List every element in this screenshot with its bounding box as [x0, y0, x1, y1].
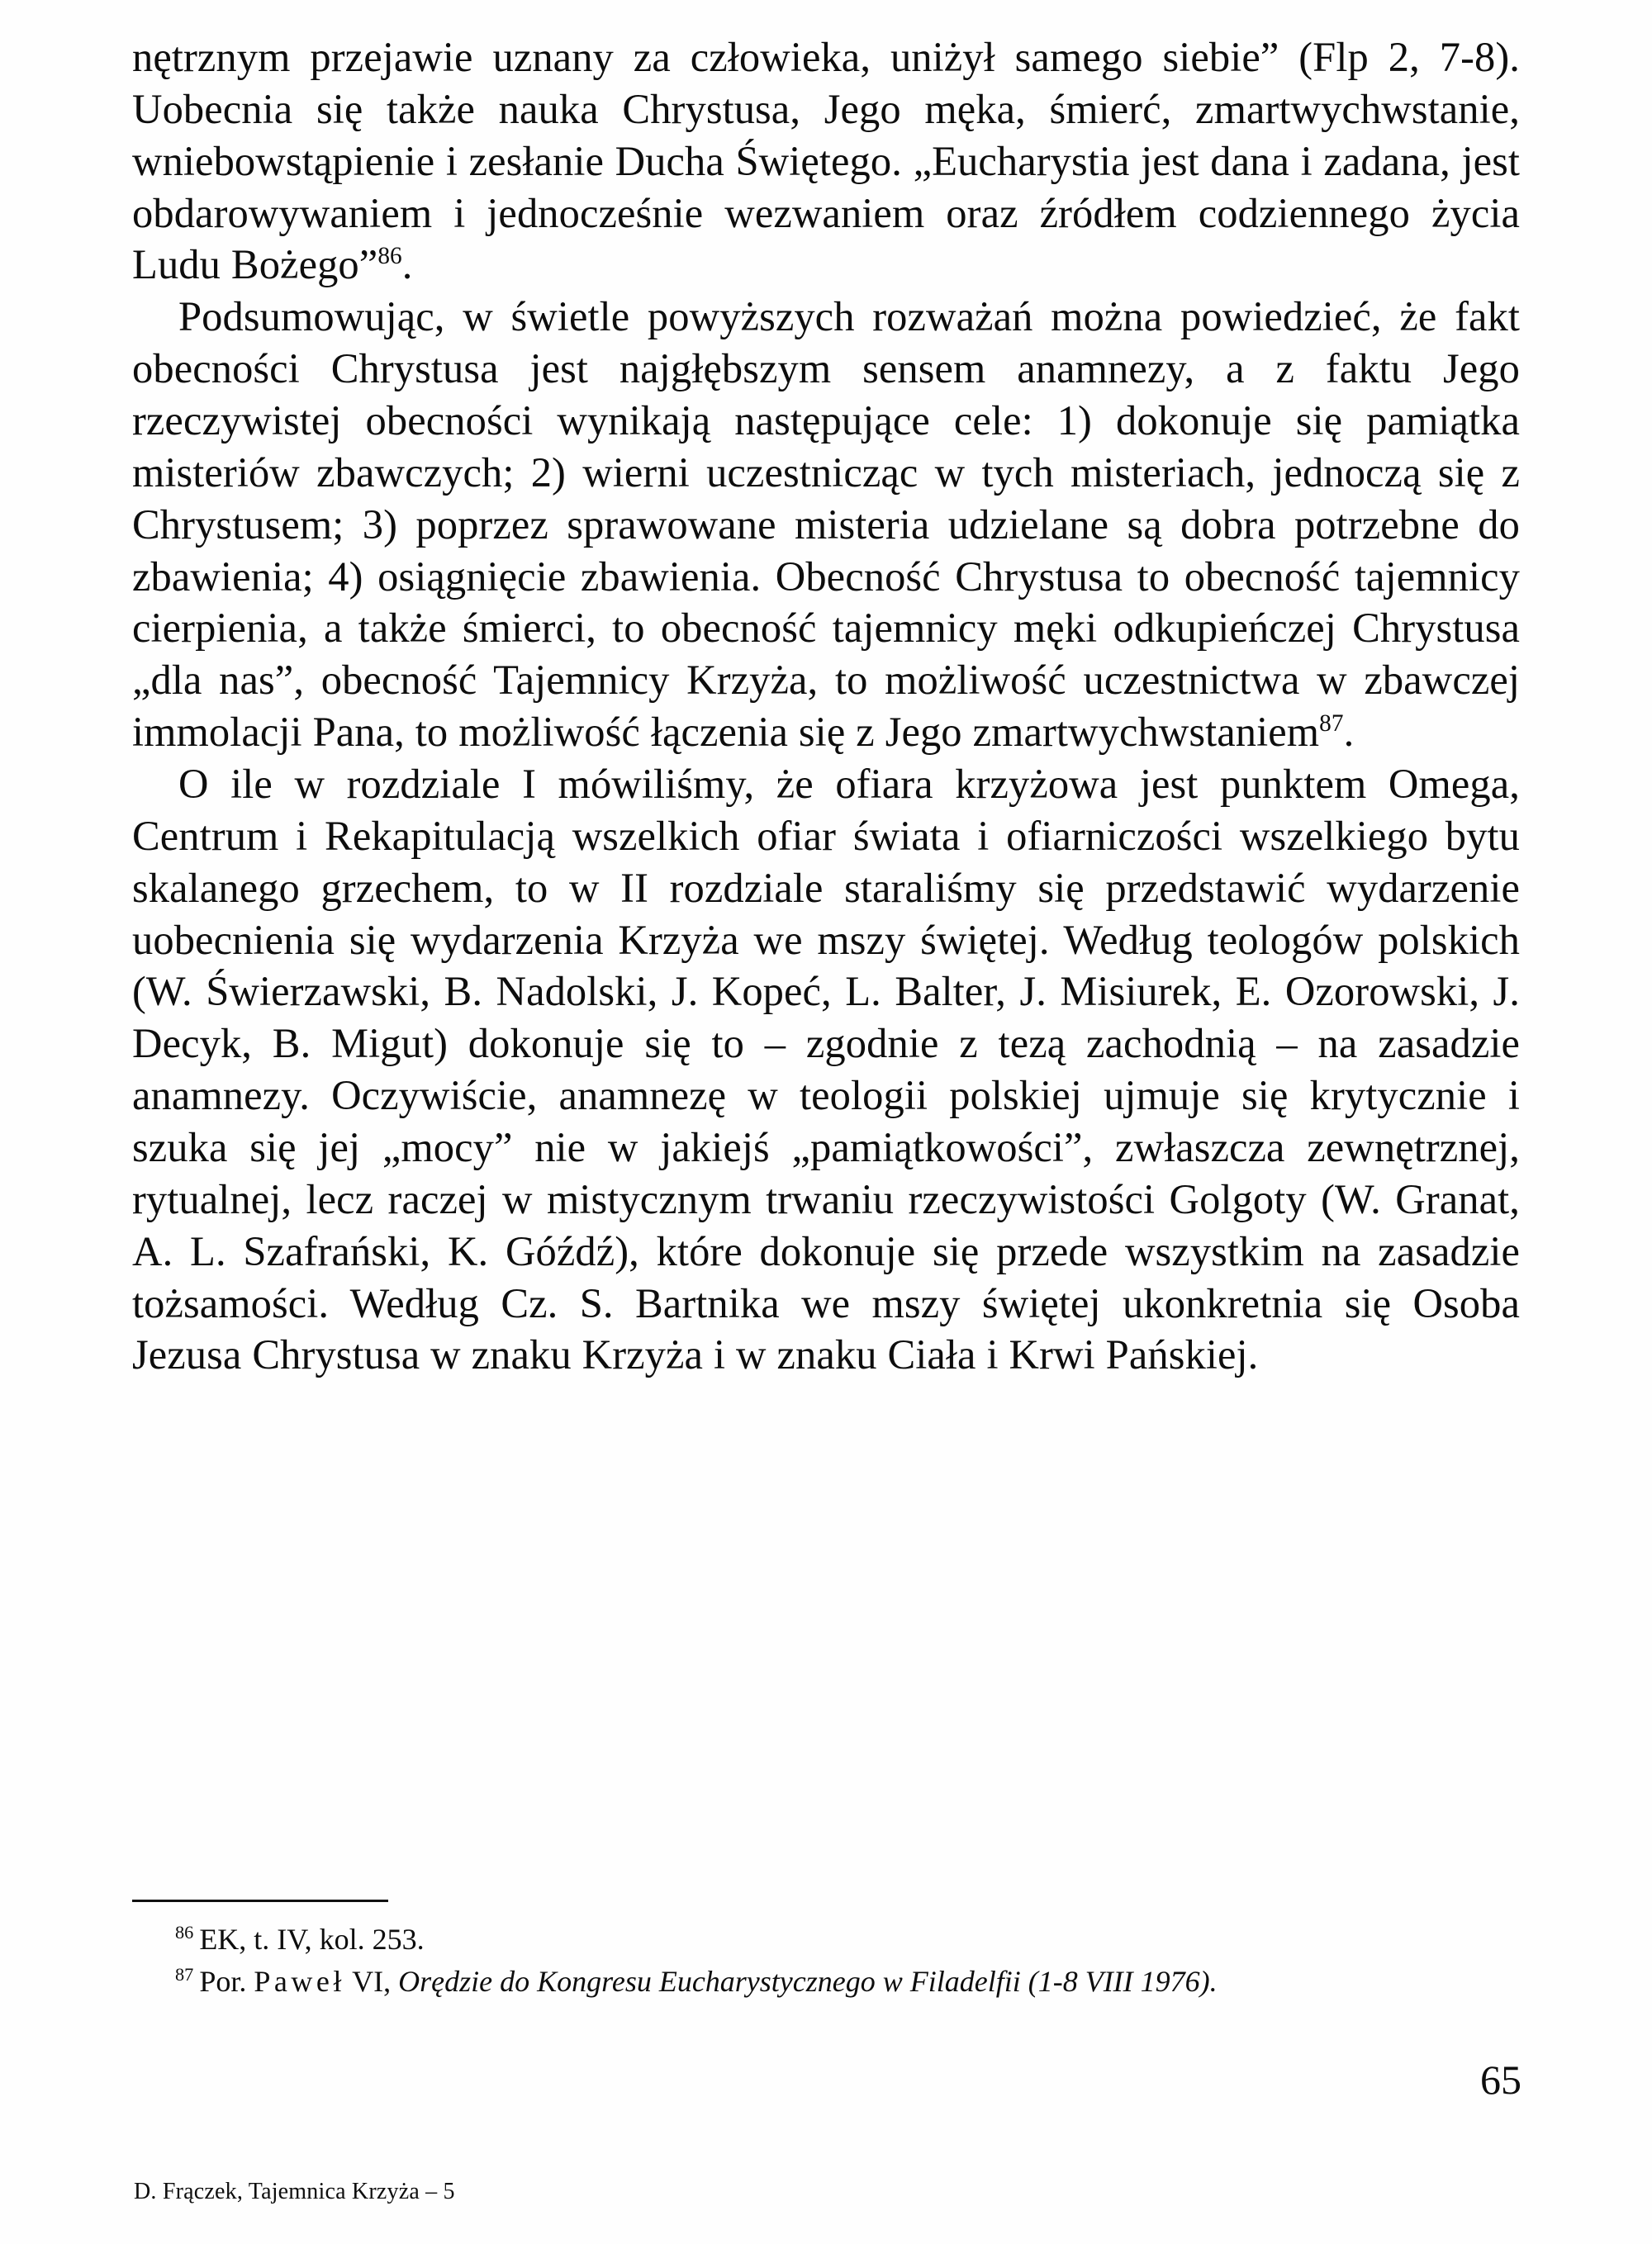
footnote-87-author: Paweł	[254, 1964, 345, 1998]
footnote-87	[132, 1962, 1520, 2001]
paragraph-text: O ile w rozdziale I mówiliśmy, że ofiara krzyżowa jest punktem Omega, Centrum i Rekapitulacją wszelkich ofiar świata i ofiarniczości wszelkiego bytu skalanego grzechem, to w II rozdziale staraliśmy się przedstawić wydarzenie uobecnienia się wydarzenia Krzyża we mszy świętej. Według teologów polskich (W. Świerzawski, B. Nadolski, J. Kopeć, L. Balter, J. Misiurek, E. Ozorowski, J. Decyk, B. Migut) dokonuje się to – zgodnie z tezą zachodnią – na zasadzie anamnezy. Oczywiście, anamnezę w teologii polskiej ujmuje się krytycznie i szuka się jej „mocy” nie w jakiejś „pamiątkowości”, zwłaszcza zewnętrznej, rytualnej, lecz raczej w mistycznym trwaniu rzeczywistości Golgoty (W. Granat, A. L. Szafrański, K. Góźdź), które dokonuje się przede wszystkim na zasadzie tożsamości. Według Cz. S. Bartnika we mszy świętej ukonkretnia się Osoba Jezusa Chrystusa w znaku Krzyża i w znaku Ciała i Krwi Pańskiej.	[132, 761, 1520, 1378]
footnote-number-87: 87	[175, 1963, 194, 1985]
footnote-86-text: EK, t. IV, kol. 253.	[199, 1923, 425, 1956]
paragraph-text-tail: .	[401, 241, 413, 288]
footnote-separator-rule	[132, 1900, 388, 1902]
footnote-87-lead: Por.	[199, 1964, 254, 1998]
paragraph-text-tail: .	[1343, 709, 1355, 756]
paragraph-podsumowujac	[132, 291, 1520, 758]
page-number: 65	[1480, 2057, 1521, 2103]
footnote-86	[132, 1920, 1520, 1959]
footnote-87-mid: VI,	[344, 1964, 399, 1998]
footnote-87-title: Orędzie do Kongresu Eucharystycznego w Filadelfii (1-8 VIII 1976).	[398, 1964, 1218, 1998]
running-footer: D. Frączek, Tajemnica Krzyża – 5	[134, 2179, 455, 2204]
paragraph-text: nętrznym przejawie uznany za człowieka, uniżył samego siebie” (Flp 2, 7-8). Uobecnia się także nauka Chrystusa, Jego męka, śmierć, zmartwychwstanie, wniebowstąpienie i zesłanie Ducha Świętego. „Eucharystia jest dana i zadana, jest obdarowywaniem i jednocześnie wezwaniem oraz źródłem codziennego życia Ludu Bożego”	[132, 34, 1520, 288]
footnote-number-86: 86	[175, 1922, 194, 1943]
footnote-block	[132, 1900, 1520, 2004]
footnote-reference-86[interactable]: 86	[377, 243, 402, 270]
body-text-column	[132, 31, 1520, 1381]
footnote-reference-87[interactable]: 87	[1319, 710, 1344, 738]
paragraph-continuation	[132, 31, 1520, 291]
paragraph-text: Podsumowując, w świetle powyższych rozważań można powiedzieć, że fakt obecności Chrystusa jest najgłębszym sensem anamnezy, a z faktu Jego rzeczywistej obecności wynikają następujące cele: 1) dokonuje się pamiątka misteriów zbawczych; 2) wierni uczestnicząc w tych misteriach, jednoczą się z Chrystusem; 3) poprzez sprawowane misteria udzielane są dobra potrzebne do zbawienia; 4) osiągnięcie zbawienia. Obecność Chrystusa to obecność tajemnicy cierpienia, a także śmierci, to obecność tajemnicy męki odkupieńczej Chrystusa „dla nas”, obecność Tajemnicy Krzyża, to możliwość uczestnictwa w zbawczej immolacji Pana, to możliwość łączenia się z Jego zmartwychwstaniem	[132, 293, 1520, 756]
paragraph-o-ile-w-rozdziale	[132, 758, 1520, 1381]
